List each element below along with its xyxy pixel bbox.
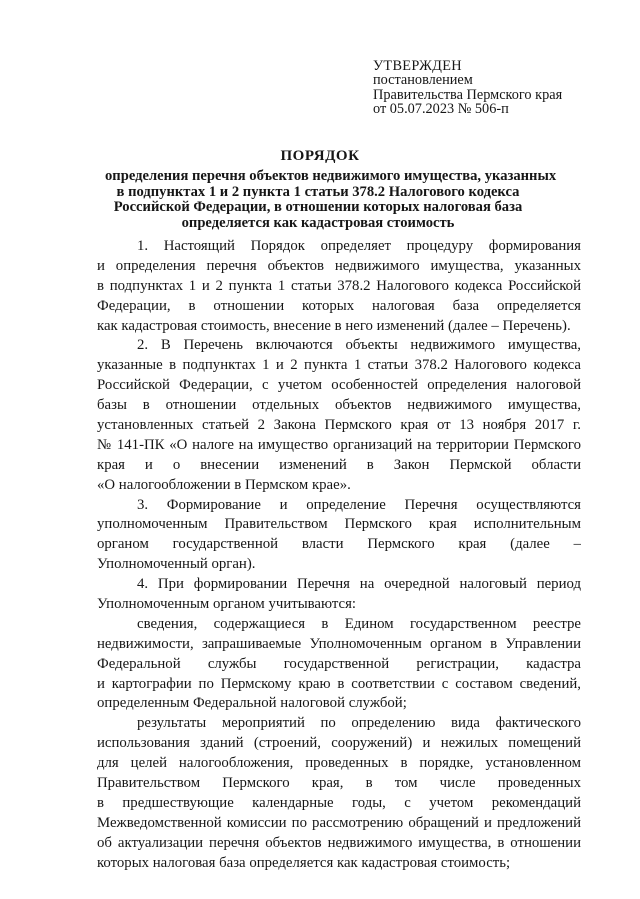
paragraph-line: 1. Настоящий Порядок определяет процедуру формирования [137, 238, 581, 254]
subtitle-line: в подпунктах 1 и 2 пункта 1 статьи 378.2 Налогового кодекса [116, 183, 520, 200]
paragraph-line: и картографии по Пермскому краю в соответствии с составом сведений, [97, 675, 581, 692]
paragraph-2 [97, 336, 581, 495]
paragraph-line: Федеральной службы государственной регистрации, кадастра [97, 655, 581, 672]
paragraph-line: базы в отношении отдельных объектов недвижимого имущества, [97, 397, 581, 414]
paragraph-1 [97, 237, 581, 336]
paragraph-line: использования зданий (строений, сооружений) и нежилых помещений [97, 735, 581, 752]
paragraph-line: края и о внесении изменений в Закон Пермской области [97, 456, 581, 473]
paragraph-line: Межведомственной комиссии по рассмотрению обращений и предложений [97, 814, 581, 831]
paragraph-line: недвижимости, запрашиваемые Уполномоченным органом в Управлении [97, 635, 581, 652]
paragraph-line: 2. В Перечень включаются объекты недвижимого имущества, [137, 337, 581, 354]
subtitle-line: Российской Федерации, в отношении которых налоговая база [113, 199, 523, 215]
paragraph-line: результаты мероприятий по определению вида фактического [137, 715, 581, 732]
paragraph-line: как кадастровая стоимость, внесение в него изменений (далее – Перечень). [97, 317, 571, 334]
approval-authority: Правительства Пермского края [373, 86, 563, 103]
paragraph-line: в предшествующие календарные годы, с учетом рекомендаций [97, 794, 581, 811]
paragraph-line: уполномоченным Правительством Пермского края исполнительным [97, 516, 581, 533]
paragraph-line: Федерации, в отношении которых налоговая база определяется [97, 297, 581, 314]
paragraph-3 [97, 496, 581, 576]
paragraph-4-item-results [97, 714, 581, 873]
paragraph-line: № 141-ПК «О налоге на имущество организаций на территории Пермского [97, 436, 581, 453]
approval-decree-label: постановлением [373, 72, 473, 89]
paragraph-line: установленных статьей 2 Закона Пермского края от 13 ноября 2017 г. [97, 417, 581, 434]
paragraph-4 [97, 575, 581, 615]
paragraph-line: Российской Федерации, с учетом особенностей определения налоговой [97, 377, 581, 394]
document-body [97, 237, 581, 874]
paragraph-line: 4. При формировании Перечня на очередной налоговый период [137, 576, 581, 593]
paragraph-line: сведения, содержащиеся в Едином государственном реестре [137, 615, 581, 632]
paragraph-line: в подпунктах 1 и 2 пункта 1 статьи 378.2 Налогового кодекса Российской [97, 277, 581, 294]
paragraph-line: и определения перечня объектов недвижимого имущества, указанных [97, 257, 581, 274]
paragraph-line: Уполномоченным органом учитываются: [97, 596, 356, 613]
subtitle-line: определяется как кадастровая стоимость [181, 214, 455, 231]
document-title: ПОРЯДОК [280, 148, 360, 164]
paragraph-line: Правительством Пермского края, в том числе проведенных [97, 775, 581, 792]
approval-stamp [373, 59, 613, 116]
paragraph-line: указанные в подпунктах 1 и 2 пункта 1 статьи 378.2 Налогового кодекса [97, 357, 581, 374]
paragraph-line: «О налогообложении в Пермском крае». [97, 476, 351, 493]
approval-heading: УТВЕРЖДЕН [373, 58, 462, 74]
paragraph-line: определенным Федеральной налоговой службой; [97, 695, 407, 712]
approval-date-number: от 05.07.2023 № 506-п [373, 100, 509, 117]
paragraph-line: об актуализации перечня объектов недвижимого имущества, в отношении [97, 834, 581, 851]
paragraph-line: которых налоговая база определяется как кадастровая стоимость; [97, 854, 511, 871]
paragraph-line: для целей налогообложения, проведенных в порядке, установленном [97, 755, 581, 772]
paragraph-line: органом государственной власти Пермского края (далее – [97, 536, 581, 553]
subtitle-line: определения перечня объектов недвижимого имущества, указанных [105, 168, 557, 184]
document-subtitle [105, 168, 557, 231]
paragraph-line: 3. Формирование и определение Перечня осуществляются [137, 496, 581, 513]
paragraph-line: Уполномоченный орган). [97, 556, 256, 573]
paragraph-4-item-registry [97, 615, 581, 714]
